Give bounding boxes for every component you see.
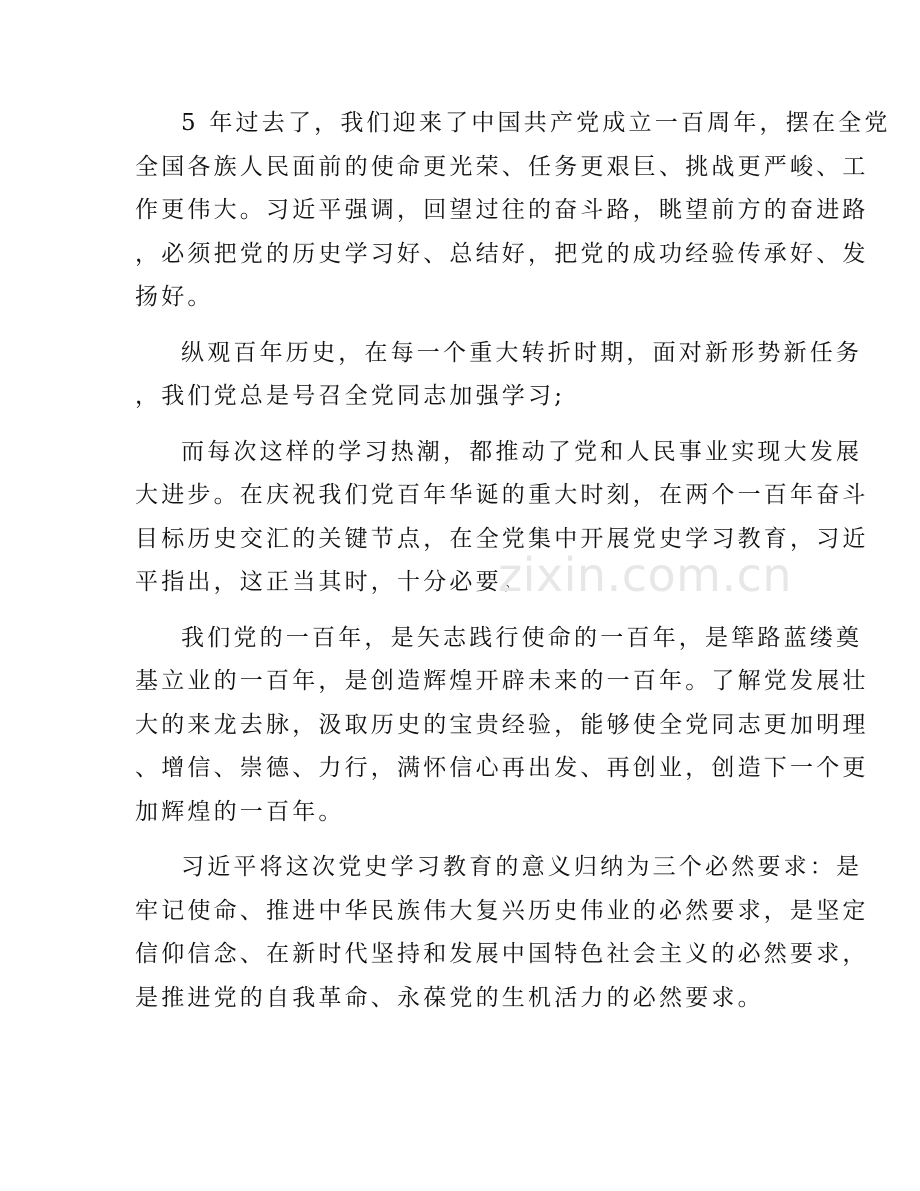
paragraph-line: 目标历史交汇的关键节点，在全党集中开展党史学习教育，习近 <box>135 525 869 552</box>
paragraph-line: 加辉煌的一百年。 <box>135 798 345 825</box>
paragraph-line: ，我们党总是号召全党同志加强学习; <box>135 383 566 409</box>
paragraph-line: 作更伟大。习近平强调，回望过往的奋斗路，眺望前方的奋进路 <box>135 197 869 223</box>
paragraph-5 <box>135 846 869 1020</box>
paragraph-line: 纵观百年历史，在每一个重大转折时期，面对新形势新任务 <box>181 339 863 366</box>
paragraph-line: 大进步。在庆祝我们党百年华诞的重大时刻，在两个一百年奋斗 <box>135 482 869 508</box>
paragraph-line: 、增信、崇德、力行，满怀信心再出发、再创业，创造下一个更 <box>135 755 869 781</box>
paragraph-4 <box>135 617 869 835</box>
paragraph-line: 全国各族人民面前的使命更光荣、任务更艰巨、挑战更严峻、工 <box>135 153 869 180</box>
paragraph-1 <box>135 102 891 320</box>
paragraph-2 <box>135 332 863 419</box>
paragraph-line: 基立业的一百年，是创造辉煌开辟未来的一百年。了解党发展壮 <box>135 668 869 694</box>
paragraph-line: 大的来龙去脉，汲取历史的宝贵经验，能够使全党同志更加明理 <box>135 711 869 738</box>
paragraph-line: 我们党的一百年，是矢志践行使命的一百年，是筚路蓝缕奠 <box>181 624 863 651</box>
paragraph-line: 信仰信念、在新时代坚持和发展中国特色社会主义的必然要求， <box>135 941 869 967</box>
watermark-text: zixin.com.cn <box>498 548 793 602</box>
paragraph-line: 习近平将这次党史学习教育的意义归纳为三个必然要求：是 <box>181 854 863 880</box>
paragraph-line: ，必须把党的历史学习好、总结好，把党的成功经验传承好、发 <box>135 240 869 267</box>
paragraph-line: 扬好。 <box>135 284 214 310</box>
paragraph-line: 牢记使命、推进中华民族伟大复兴历史伟业的必然要求，是坚定 <box>135 897 869 924</box>
paragraph-line: 而每次这样的学习热潮，都推动了党和人民事业实现大发展 <box>181 438 863 465</box>
paragraph-line: 5 年过去了，我们迎来了中国共产党成立一百周年，摆在全党 <box>181 110 891 136</box>
paragraph-line: 是推进党的自我革命、永葆党的生机活力的必然要求。 <box>135 984 764 1011</box>
paragraph-line: 平指出，这正当其时，十分必要。 <box>135 569 528 595</box>
